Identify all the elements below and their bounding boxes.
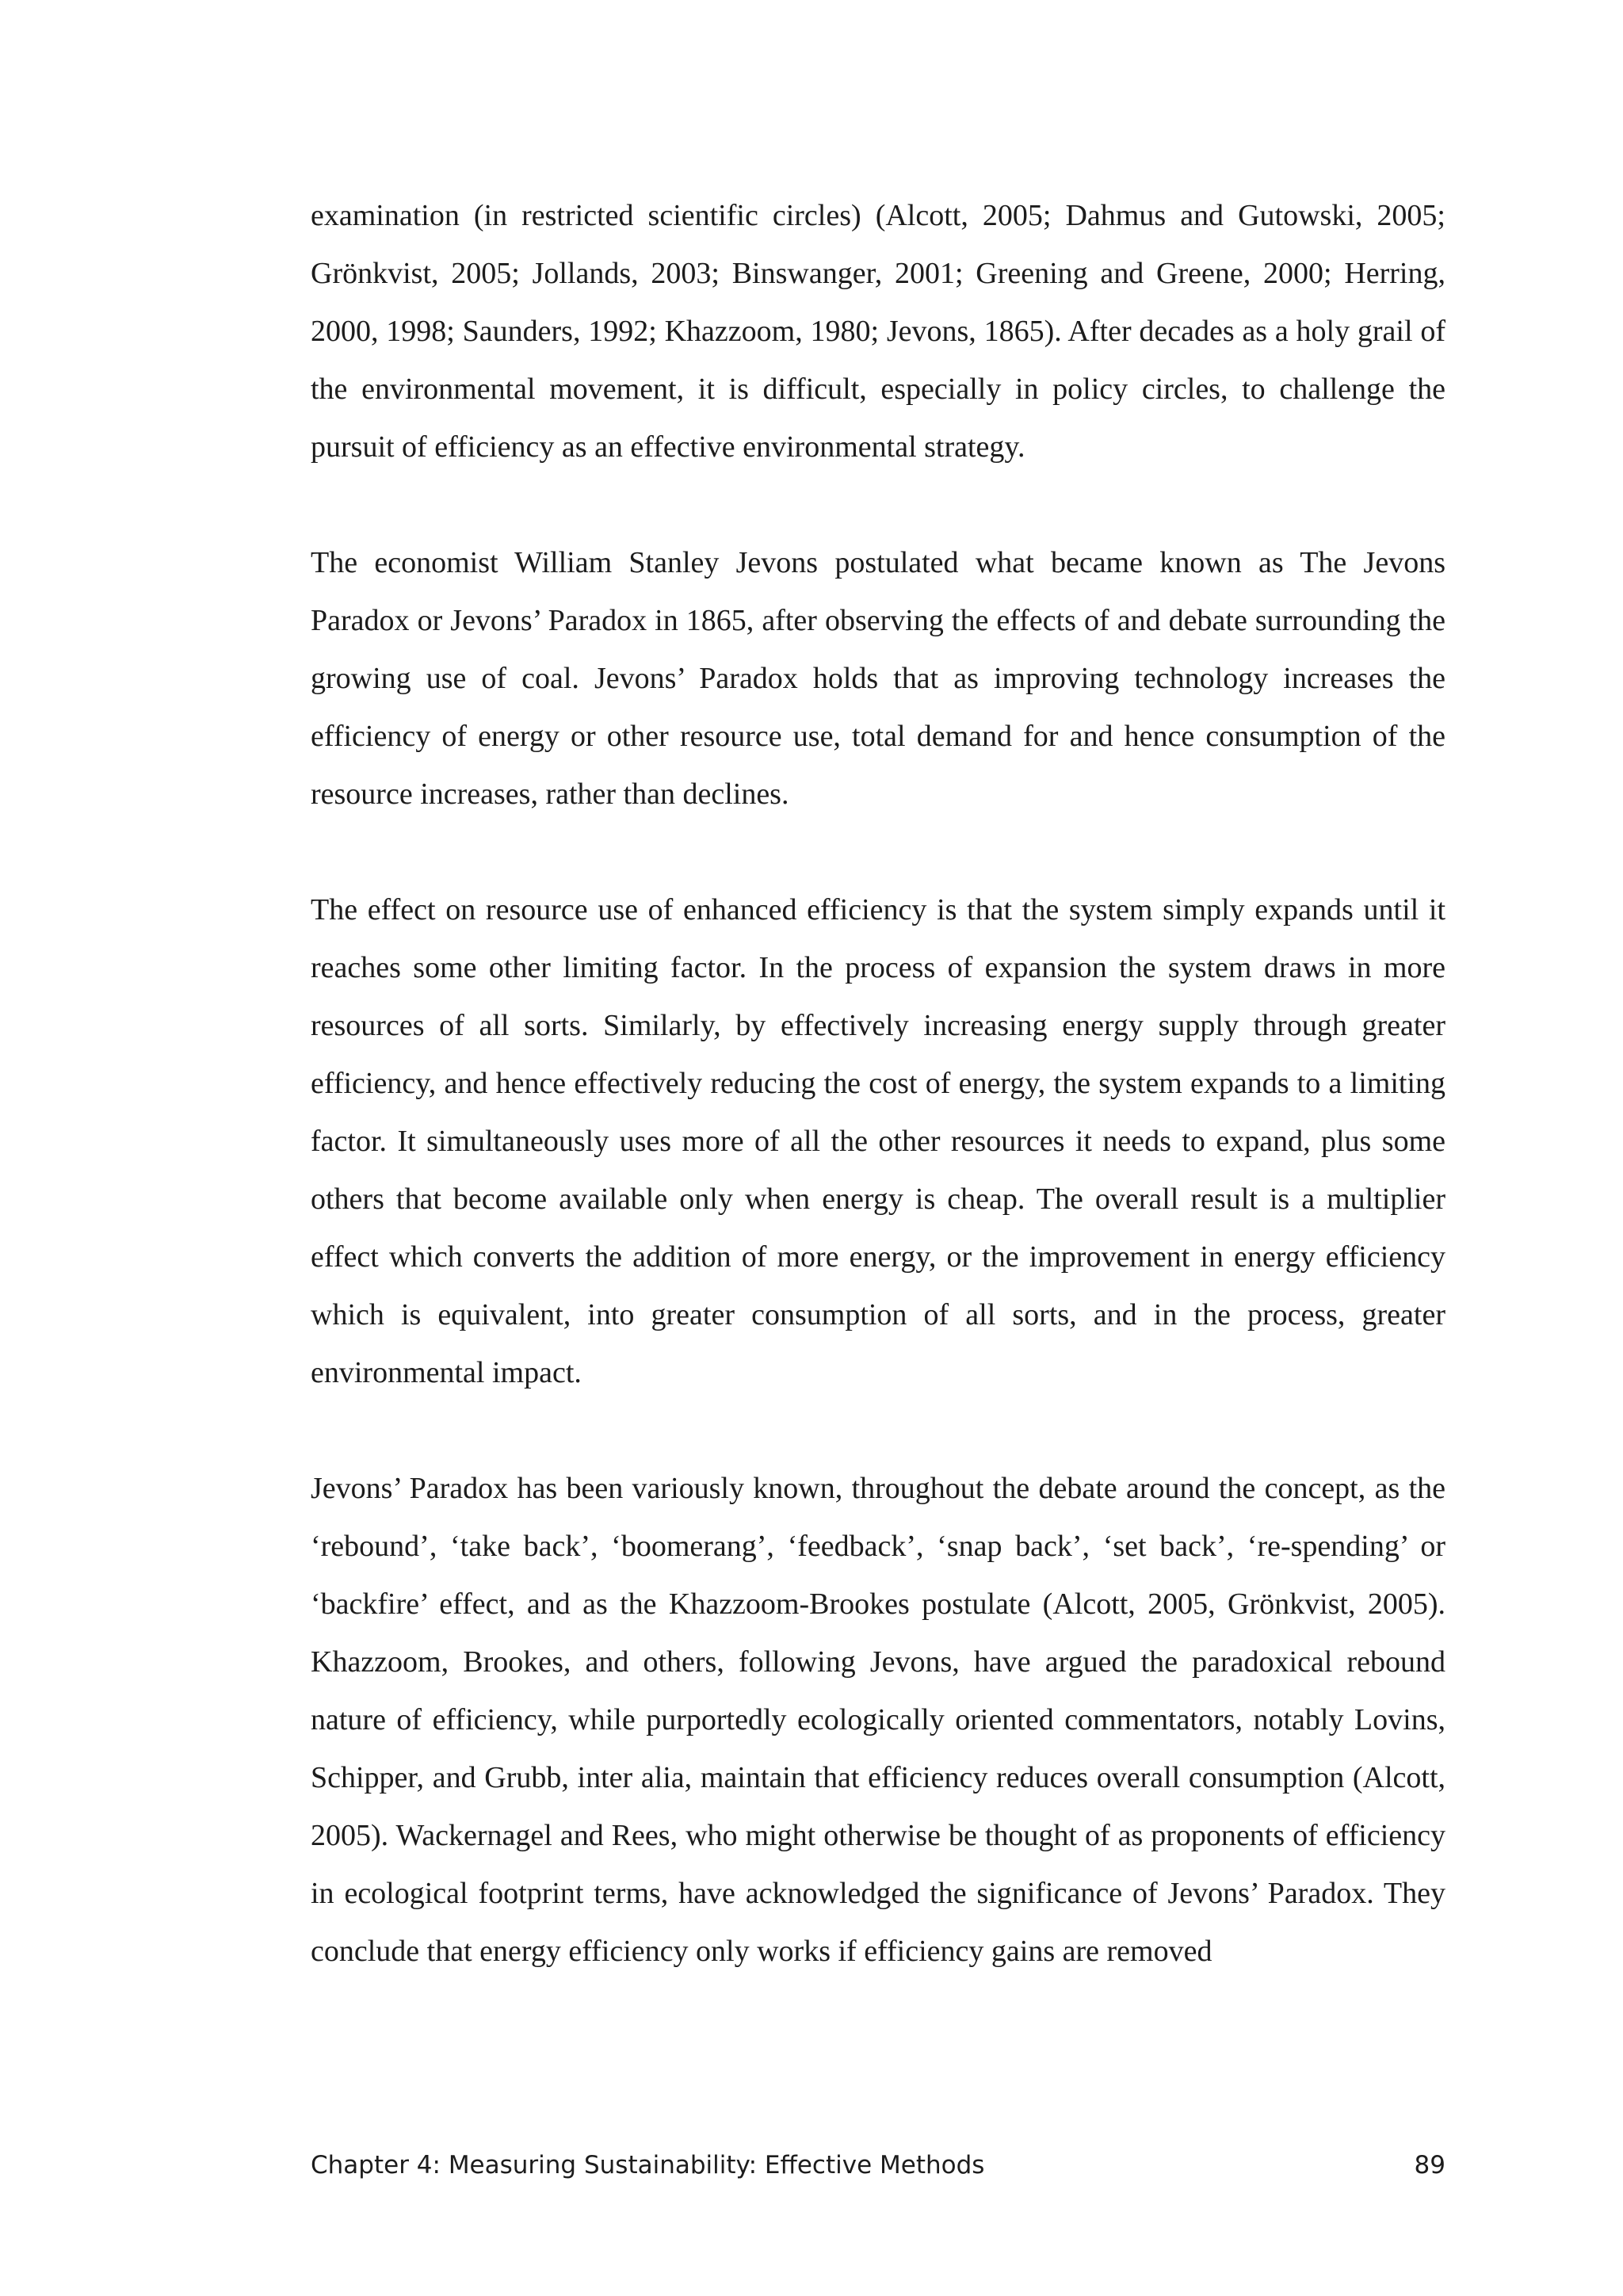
page-number: 89 xyxy=(1414,2151,1445,2179)
paragraph-2: The economist William Stanley Jevons postulated what became known as The Jevons Paradox or Jevons’ Paradox in 1865, after observing the effects of and debate surrounding the growing use of coal. Jevons’ Paradox holds that as improving technology increases the efficiency of energy or other resource use, total demand for and hence consumption of the resource increases, rather than declines. xyxy=(311,546,1445,811)
body-text xyxy=(311,187,1445,1981)
footer-chapter-title: Chapter 4: Measuring Sustainability: Effective Methods xyxy=(311,2151,985,2179)
paragraph-3: The effect on resource use of enhanced efficiency is that the system simply expands until it reaches some other limiting factor. In the process of expansion the system draws in more resources of all sorts. Similarly, by effectively increasing energy supply through greater efficiency, and hence effectively reducing the cost of energy, the system expands to a limiting factor. It simultaneously uses more of all the other resources it needs to expand, plus some others that become available only when energy is cheap. The overall result is a multiplier effect which converts the addition of more energy, or the improvement in energy efficiency which is equivalent, into greater consumption of all sorts, and in the process, greater environmental impact. xyxy=(311,893,1445,1389)
paragraph-1: examination (in restricted scientific circles) (Alcott, 2005; Dahmus and Gutowski, 2005; Grönkvist, 2005; Jollands, 2003; Binswanger, 2001; Greening and Greene, 2000; Herring, 2000, 1998; Saunders, 1992; Khazzoom, 1980; Jevons, 1865). After decades as a holy grail of the environmental movement, it is difficult, especially in policy circles, to challenge the pursuit of efficiency as an effective environmental strategy. xyxy=(311,199,1445,464)
paragraph-4: Jevons’ Paradox has been variously known, throughout the debate around the concept, as the ‘rebound’, ‘take back’, ‘boomerang’, ‘feedback’, ‘snap back’, ‘set back’, ‘re-spending’ or ‘backfire’ effect, and as the Khazzoom-Brookes postulate (Alcott, 2005, Grönkvist, 2005). Khazzoom, Brookes, and others, following Jevons, have argued the paradoxical rebound nature of efficiency, while purportedly ecologically oriented commentators, notably Lovins, Schipper, and Grubb, inter alia, maintain that efficiency reduces overall consumption (Alcott, 2005). Wackernagel and Rees, who might otherwise be thought of as proponents of efficiency in ecological footprint terms, have acknowledged the significance of Jevons’ Paradox. They conclude that energy efficiency only works if efficiency gains are removed xyxy=(311,1472,1445,1968)
page-footer xyxy=(311,2145,1445,2186)
